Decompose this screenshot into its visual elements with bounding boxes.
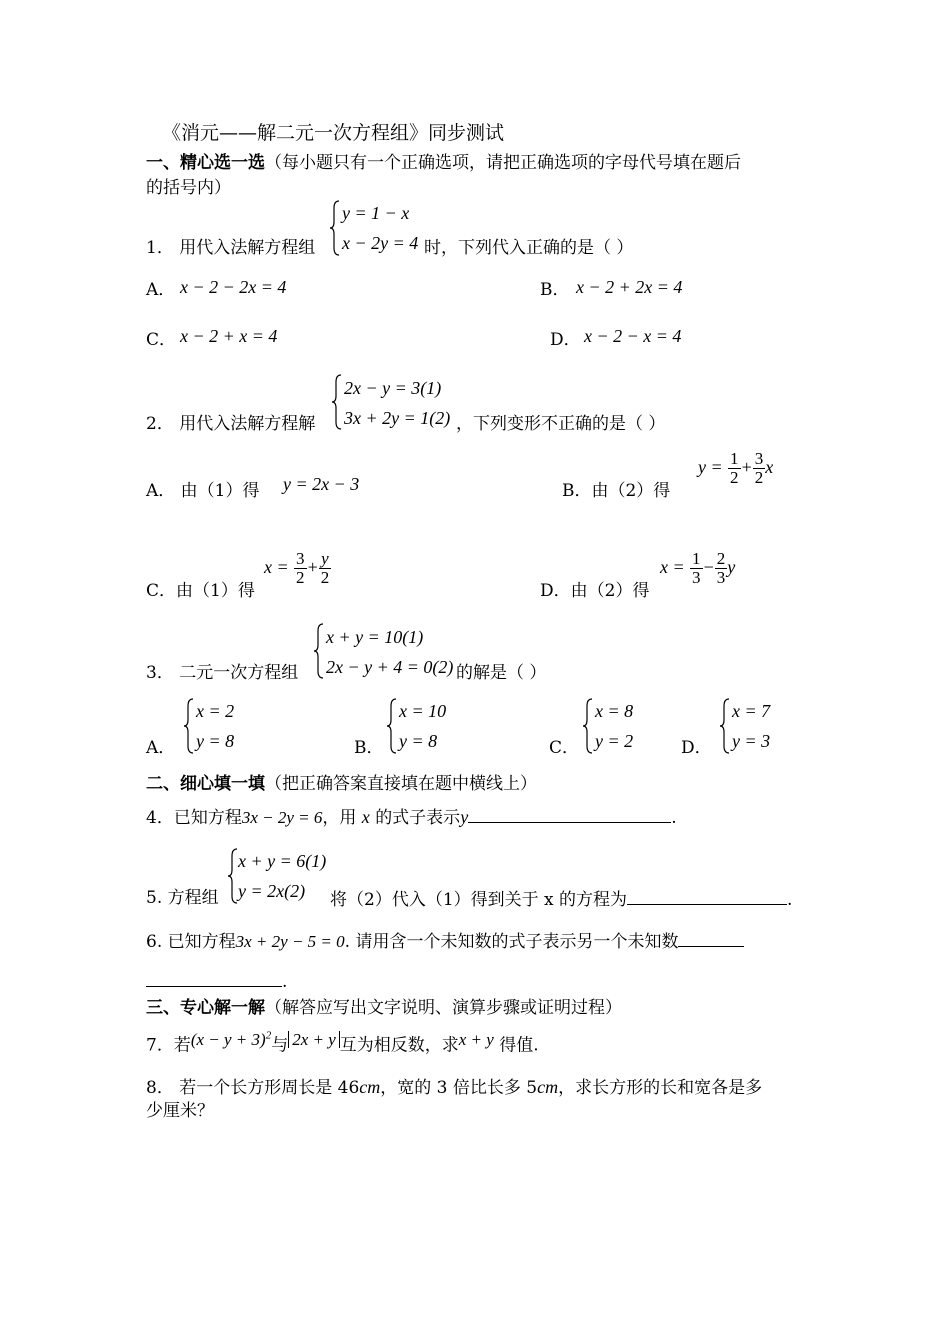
- numerator: y: [319, 550, 332, 569]
- option-label: D．: [550, 330, 581, 350]
- section3-note: （解答应写出文字说明、演算步骤或证明过程）: [265, 998, 622, 1018]
- q2-option-d-label: D．由（2）得: [540, 581, 650, 601]
- q2-suffix: ，下列变形不正确的是（ ）: [456, 414, 666, 434]
- expr-lhs: x =: [264, 556, 289, 577]
- q3-option-d-row-1: x = 7: [732, 701, 771, 721]
- q1-option-c: [146, 332, 176, 349]
- numerator: 1: [730, 449, 739, 468]
- q1-option-b-expr: x − 2 + 2x = 4: [576, 277, 683, 297]
- denominator: 2: [320, 567, 330, 587]
- q7-expr1-base: (x − y + 3): [190, 1029, 266, 1049]
- q4-expr: 3x − 2y = 6: [241, 808, 323, 827]
- q3-system: [314, 623, 464, 683]
- denominator: 2: [754, 467, 764, 487]
- q2-prefix: 2． 用代入法解方程解: [146, 414, 316, 434]
- q6-line2: [146, 972, 287, 991]
- q7-expr3: x + y: [458, 1029, 494, 1049]
- section1-note-line2: 的括号内）: [146, 178, 231, 198]
- q5-answer-blank[interactable]: [627, 890, 787, 905]
- q8-line1: [146, 1078, 762, 1097]
- page-title: 《消元——解二元一次方程组》同步测试: [162, 122, 505, 144]
- fraction: [715, 550, 728, 587]
- q7-exponent: 2: [265, 1029, 272, 1041]
- q1-option-a-expr: x − 2 − 2x = 4: [180, 277, 287, 297]
- operator: +: [740, 456, 753, 477]
- q3-option-d-label: D．: [681, 738, 712, 758]
- q3-option-a-system: [184, 698, 254, 758]
- option-label: B．: [540, 280, 570, 300]
- fraction: [319, 550, 332, 587]
- q6-expr: 3x + 2y − 5 = 0: [235, 932, 345, 951]
- brace-icon: [330, 200, 340, 256]
- operator: +: [306, 556, 319, 577]
- fraction: [294, 550, 307, 587]
- q8-text-a: 8． 若一个长方形周长是 46: [146, 1078, 360, 1098]
- q3-system-row-1: x + y = 10(1): [326, 627, 424, 647]
- q3-option-c-system: [583, 698, 653, 758]
- q5-suffix-line: [330, 890, 792, 909]
- q4-var2: y: [460, 807, 469, 827]
- q7-abs-expr: 2x + y: [288, 1031, 340, 1048]
- q3-suffix: 的解是（ ）: [456, 663, 547, 683]
- fraction: [690, 550, 703, 587]
- brace-icon: [332, 374, 342, 430]
- q5-end: .: [787, 890, 793, 910]
- q3-option-b-row-1: x = 10: [399, 701, 447, 721]
- q3-option-a-row-2: y = 8: [196, 731, 235, 751]
- q4-end: .: [671, 808, 677, 828]
- q5-system-row-2: y = 2x(2): [238, 881, 306, 901]
- q2-option-c-label: C．由（1）得: [146, 581, 255, 601]
- expr-lhs: x =: [660, 556, 685, 577]
- numerator: 3: [754, 449, 764, 468]
- q7-mid2: 互为相反数，求: [339, 1035, 459, 1056]
- q7-expr1: [191, 1030, 271, 1049]
- q3-option-a-row-1: x = 2: [196, 701, 235, 721]
- brace-icon: [228, 848, 238, 904]
- q5-system-row-1: x + y = 6(1): [238, 851, 327, 871]
- section2-heading-line: [146, 776, 537, 793]
- section1-heading-line: [146, 155, 741, 172]
- q1-system-row-2: x − 2y = 4: [342, 233, 419, 253]
- numerator: 2: [716, 549, 726, 568]
- q3-option-c-row-1: x = 8: [595, 701, 634, 721]
- q3-system-row-2: 2x − y + 4 = 0(2): [326, 657, 454, 677]
- q4-answer-blank[interactable]: [468, 808, 671, 823]
- operator: −: [702, 556, 715, 577]
- numerator: 3: [296, 549, 305, 568]
- section2-note: （把正确答案直接填在题中横线上）: [265, 774, 537, 794]
- section2-heading: 二、细心填一填: [146, 774, 265, 794]
- q3-option-a-label: A．: [146, 738, 176, 758]
- q8-unit-1: cm: [359, 1077, 381, 1097]
- section1-heading: 一、精心选一选: [146, 153, 265, 173]
- q2-option-a-label: A． 由（1）得: [146, 481, 260, 501]
- q4-var1: x: [361, 807, 370, 827]
- q7-end: 得值.: [499, 1035, 539, 1056]
- q3-option-c-row-2: y = 2: [595, 731, 634, 751]
- q6-suffix: . 请用含一个未知数的式子表示另一个未知数: [344, 932, 679, 952]
- q6-answer-blank-2[interactable]: [146, 972, 282, 987]
- q1-option-d-expr: x − 2 − x = 4: [584, 326, 682, 346]
- expr-tail: x: [765, 456, 774, 477]
- q5-suffix: 将（2）代入（1）得到关于 x 的方程为: [330, 890, 628, 910]
- q6-end: .: [282, 972, 288, 992]
- q4-line: [146, 808, 677, 827]
- section3-heading: 三、专心解一解: [146, 998, 265, 1018]
- q1-option-b: [540, 282, 570, 299]
- q1-suffix: 时，下列代入正确的是（ ）: [424, 238, 634, 258]
- expr-tail: y: [727, 556, 736, 577]
- q4-mid: ，用: [322, 808, 357, 828]
- q3-option-b-row-2: y = 8: [399, 731, 438, 751]
- q2-option-d-expr: [660, 550, 735, 587]
- q2-system: [332, 374, 462, 434]
- q7-mid: 与: [271, 1035, 289, 1056]
- q5-prefix: 5. 方程组: [146, 888, 219, 908]
- q8-line2: 少厘米？: [146, 1101, 214, 1121]
- brace-icon: [314, 623, 324, 679]
- numerator: 1: [692, 549, 701, 568]
- fraction: [753, 450, 766, 487]
- q6-line: [146, 932, 744, 951]
- denominator: 2: [730, 467, 739, 487]
- q3-option-b-system: [387, 698, 457, 758]
- q8-text-c: ，求长方形的长和宽各是多: [558, 1078, 763, 1098]
- q2-system-row-1: 2x − y = 3(1): [344, 378, 442, 398]
- denominator: 3: [692, 567, 701, 587]
- q7-prefix: 7．若: [146, 1035, 191, 1056]
- q2-option-c-expr: [264, 550, 331, 587]
- section1-note: （每小题只有一个正确选项，请把正确选项的字母代号填在题后: [265, 153, 741, 173]
- q2-option-b-expr: [698, 450, 773, 487]
- q8-text-b: ，宽的 3 倍比长多 5: [380, 1078, 538, 1098]
- q1-system-row-1: y = 1 − x: [342, 203, 410, 223]
- q3-option-c-label: C．: [549, 738, 580, 758]
- fraction: [728, 450, 741, 487]
- brace-icon: [583, 698, 593, 754]
- q2-option-b-label: B．由（2）得: [562, 481, 671, 501]
- expr-lhs: y =: [698, 456, 723, 477]
- q6-prefix: 6. 已知方程: [146, 932, 236, 952]
- denominator: 3: [716, 567, 726, 587]
- q7-line: [146, 1029, 539, 1056]
- denominator: 2: [296, 567, 305, 587]
- q3-option-d-system: [720, 698, 790, 758]
- q3-option-b-label: B．: [354, 738, 384, 758]
- option-label: C．: [146, 330, 177, 350]
- q1-option-a: [146, 282, 175, 299]
- q1-prefix: 1． 用代入法解方程组: [146, 238, 316, 258]
- brace-icon: [184, 698, 194, 754]
- q1-option-d: [550, 332, 581, 349]
- brace-icon: [720, 698, 730, 754]
- q6-answer-blank[interactable]: [678, 932, 744, 947]
- section3-heading-line: [146, 1000, 622, 1017]
- option-label: A．: [146, 280, 176, 300]
- q2-system-row-2: 3x + 2y = 1(2): [344, 408, 451, 428]
- q2-option-a-expr: y = 2x − 3: [283, 474, 360, 494]
- q3-option-d-row-2: y = 3: [732, 731, 771, 751]
- q3-prefix: 3． 二元一次方程组: [146, 663, 299, 683]
- brace-icon: [387, 698, 397, 754]
- q1-option-c-expr: x − 2 + x = 4: [180, 326, 278, 346]
- q5-system: [228, 848, 338, 908]
- q4-prefix: 4．已知方程: [146, 808, 242, 828]
- q4-mid2: 的式子表示: [375, 808, 461, 828]
- q8-unit-2: cm: [537, 1077, 559, 1097]
